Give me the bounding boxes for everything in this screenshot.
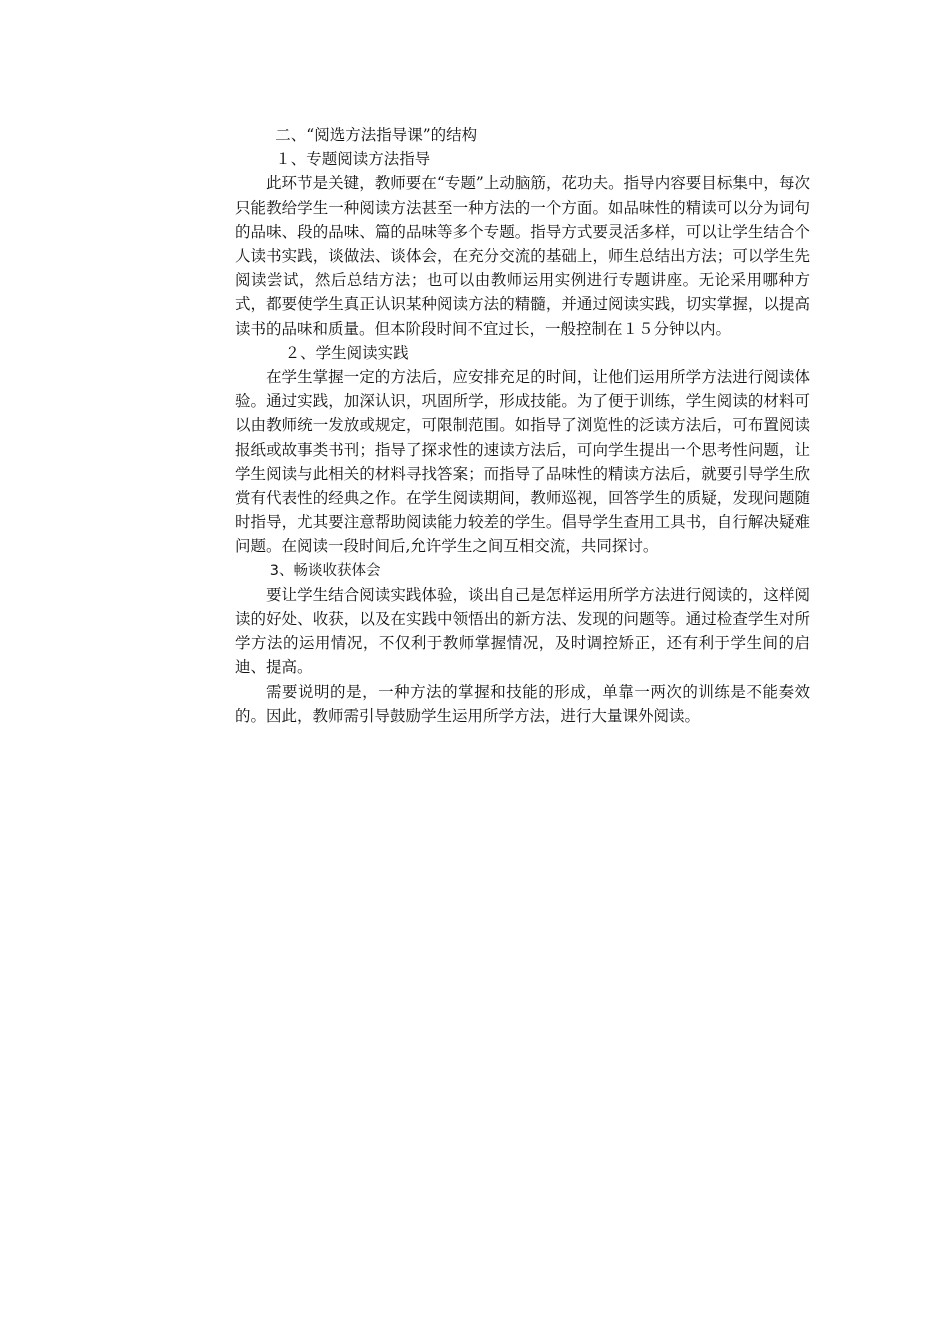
closing-paragraph: 需要说明的是，一种方法的掌握和技能的形成，单靠一两次的训练是不能奏效的。因此，教师需引导鼓励学生运用所学方法，进行大量课外阅读。 bbox=[235, 682, 810, 725]
document-body bbox=[235, 123, 810, 728]
part1-heading: １、专题阅读方法指导 bbox=[275, 150, 431, 169]
part1-paragraph: 此环节是关键，教师要在“专题”上动脑筋，花功夫。指导内容要目标集中，每次只能教给学生一种阅读方法甚至一种方法的一个方面。如品味性的精读可以分为词句的品味、段的品味、篇的品味等多个专题。指导方式要灵活多样，可以让学生结合个人读书实践，谈做法、谈体会，在充分交流的基础上，师生总结出方法；可以学生先阅读尝试，然后总结方法；也可以由教师运用实例进行专题讲座。无论采用哪种方式，都要使学生真正认识某种阅读方法的精髓，并通过阅读实践，切实掌握，以提高读书的品味和质量。但本阶段时间不宜过长，一般控制在１５分钟以内。 bbox=[235, 174, 810, 338]
section-title: 二、“阅选方法指导课”的结构 bbox=[275, 126, 478, 144]
part3-heading: 3、畅谈收获体会 bbox=[269, 562, 381, 579]
part3-paragraph: 要让学生结合阅读实践体验，谈出自己是怎样运用所学方法进行阅读的，这样阅读的好处、收获，以及在实践中领悟出的新方法、发现的问题等。通过检查学生对所学方法的运用情况，不仅利于教师掌握情况，及时调控矫正，还有利于学生间的启迪、提高。 bbox=[235, 585, 810, 677]
part2-paragraph: 在学生掌握一定的方法后，应安排充足的时间，让他们运用所学方法进行阅读体验。通过实践，加深认识，巩固所学，形成技能。为了便于训练，学生阅读的材料可以由教师统一发放或规定，可限制范围。如指导了浏览性的泛读方法后，可布置阅读报纸或故事类书刊；指导了探求性的速读方法后，可向学生提出一个思考性问题，让学生阅读与此相关的材料寻找答案；而指导了品味性的精读方法后，就要引导学生欣赏有代表性的经典之作。在学生阅读期间，教师巡视，回答学生的质疑，发现问题随时指导，尤其要注意帮助阅读能力较差的学生。倡导学生查用工具书，自行解决疑难问题。在阅读一段时间后,允许学生之间互相交流，共同探讨。 bbox=[235, 368, 810, 556]
part2-heading: ２、学生阅读实践 bbox=[284, 343, 409, 362]
